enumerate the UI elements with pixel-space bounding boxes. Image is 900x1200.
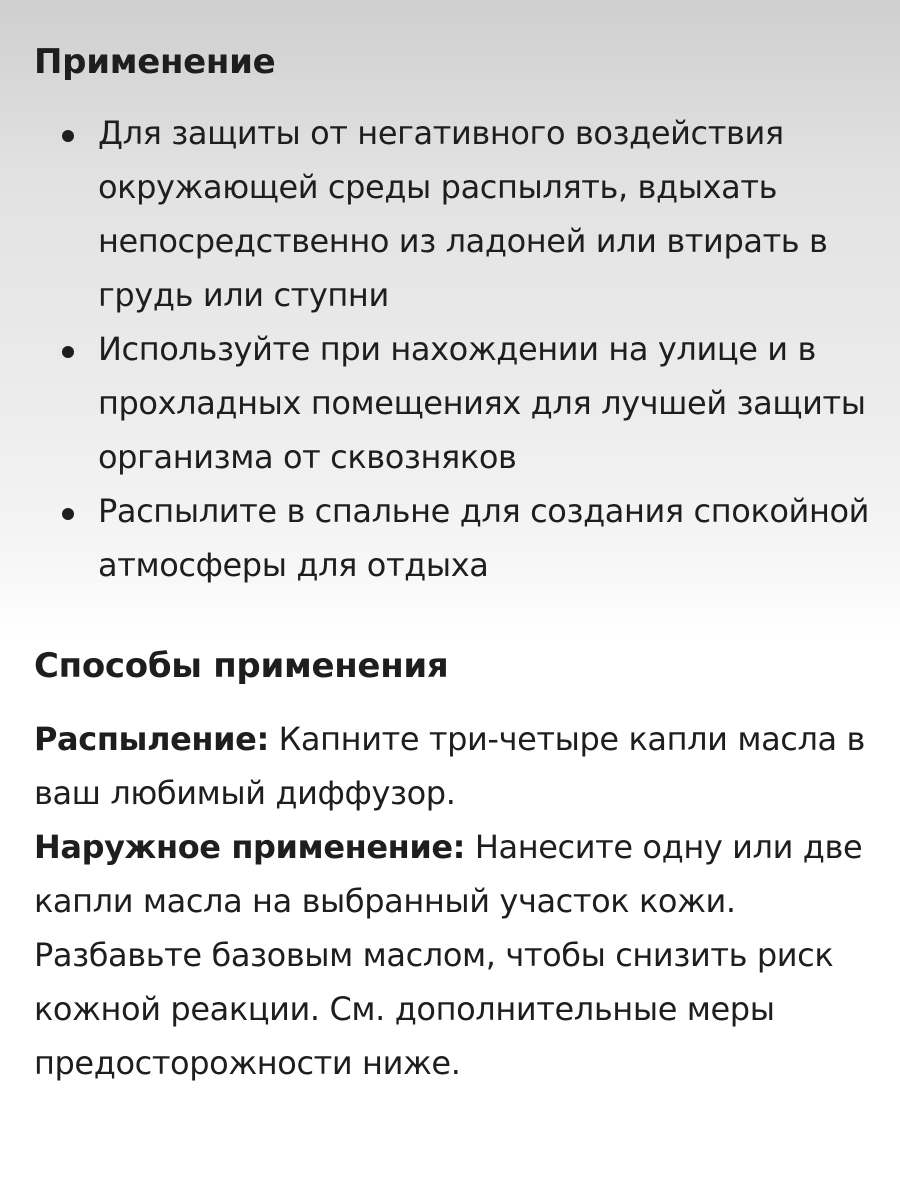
bullet-icon — [62, 508, 74, 520]
list-item — [62, 106, 892, 322]
topical-paragraph — [34, 820, 884, 1090]
list-item-text: Для защиты от негативного воздействия окружающей среды распылять, вдыхать непосредственно из ладоней или втирать в грудь или ступни — [98, 114, 828, 314]
topical-label: Наружное применение: — [34, 828, 466, 866]
usage-heading: Применение — [34, 42, 276, 82]
usage-list — [62, 106, 892, 592]
diffusion-label: Распыление: — [34, 720, 269, 758]
list-item-text: Используйте при нахождении на улице и в прохладных помещениях для лучшей защиты организма от сквозняков — [98, 330, 866, 476]
diffusion-text: Капните три-четыре капли масла в ваш любимый диффузор. — [34, 720, 865, 812]
list-item-text: Распылите в спальне для создания спокойной атмосферы для отдыха — [98, 492, 870, 584]
topical-text: Нанесите одну или две капли масла на выбранный участок кожи. Разбавьте базовым маслом, чтобы снизить риск кожной реакции. См. дополнительные меры предосторожности ниже. — [34, 828, 863, 1082]
diffusion-paragraph — [34, 712, 884, 820]
methods-body — [34, 712, 884, 1090]
bullet-icon — [62, 130, 74, 142]
methods-heading: Способы применения — [34, 646, 449, 686]
list-item — [62, 322, 892, 484]
list-item — [62, 484, 892, 592]
bullet-icon — [62, 346, 74, 358]
